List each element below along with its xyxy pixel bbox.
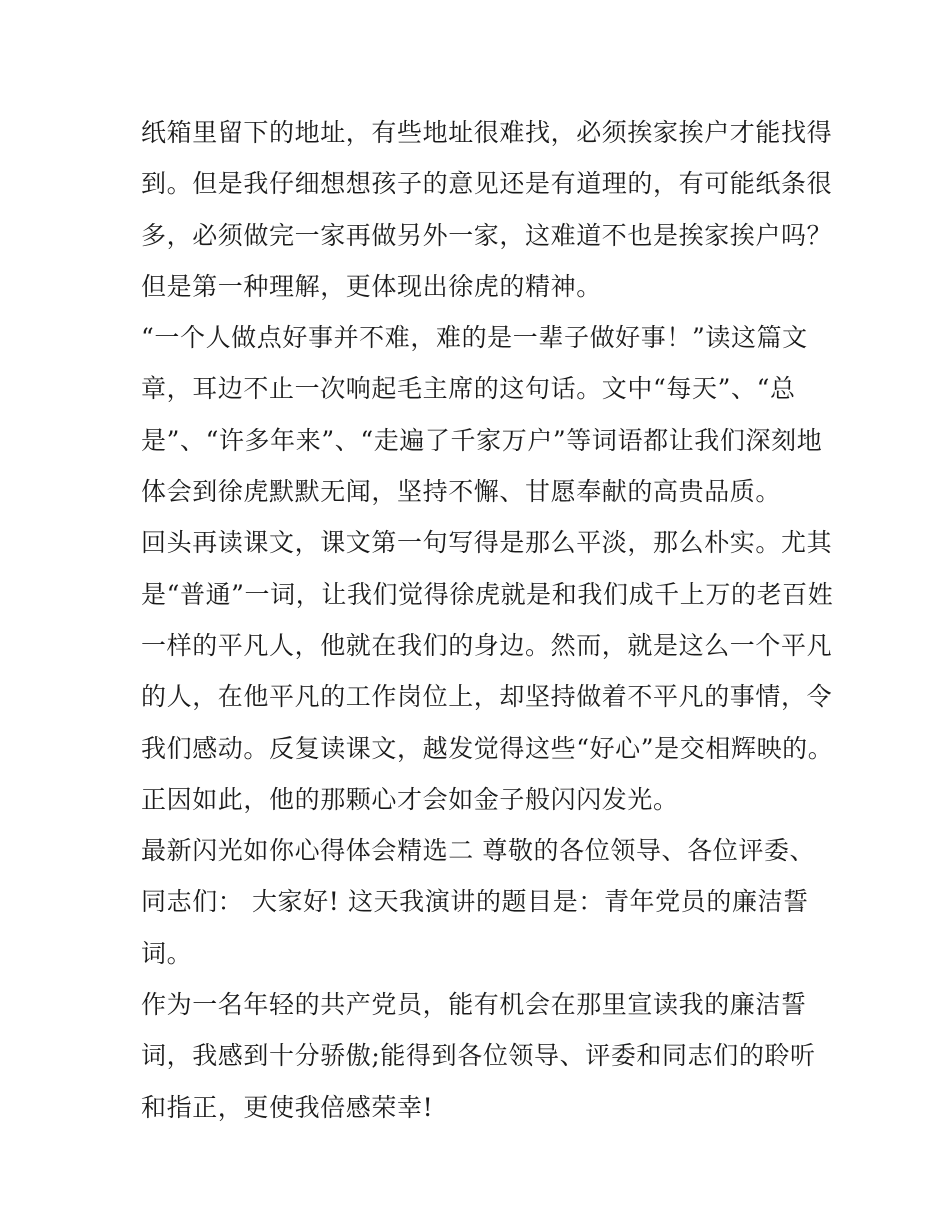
text-line: 作为一名年轻的共产党员，能有机会在那里宣读我的廉洁誓	[141, 990, 807, 1020]
text-line: 最新闪光如你心得体会精选二 尊敬的各位领导、各位评委、	[141, 836, 816, 866]
text-line: 正因如此，他的那颗心才会如金子般闪闪发光。	[141, 784, 679, 814]
text-line: “一个人做点好事并不难，难的是一辈子做好事！”读这篇文	[141, 323, 808, 353]
text-line: 词，我感到十分骄傲;能得到各位领导、评委和同志们的聆听	[141, 1041, 816, 1071]
text-line: 词。	[141, 938, 193, 968]
text-line: 一样的平凡人，他就在我们的身边。然而，就是这么一个平凡	[141, 630, 833, 660]
text-line: 章，耳边不止一次响起毛主席的这句话。文中“每天”、“总	[141, 374, 796, 404]
text-line: 和指正，更使我倍感荣幸!	[141, 1092, 434, 1122]
text-line: 体会到徐虎默默无闻，坚持不懈、甘愿奉献的高贵品质。	[141, 477, 782, 507]
text-line: 回头再读课文，课文第一句写得是那么平淡，那么朴实。尤其	[141, 528, 833, 558]
text-line: 是”、“许多年来”、“走遍了千家万户”等词语都让我们深刻地	[141, 425, 823, 455]
text-line: 同志们： 大家好! 这天我演讲的题目是：青年党员的廉洁誓	[141, 887, 809, 917]
text-line: 我们感动。反复读课文，越发觉得这些“好心”是交相辉映的。	[141, 733, 834, 763]
text-line: 是“普通”一词，让我们觉得徐虎就是和我们成千上万的老百姓	[141, 579, 834, 609]
body-text	[141, 107, 834, 1133]
text-line: 多，必须做完一家再做另外一家，这难道不也是挨家挨户吗？	[141, 220, 833, 250]
text-line: 到。但是我仔细想想孩子的意见还是有道理的，有可能纸条很	[141, 169, 833, 199]
text-line: 纸箱里留下的地址，有些地址很难找，必须挨家挨户才能找得	[141, 118, 833, 147]
text-line: 的人，在他平凡的工作岗位上，却坚持做着不平凡的事情，令	[141, 682, 833, 712]
text-line: 但是第一种理解，更体现出徐虎的精神。	[141, 271, 602, 301]
